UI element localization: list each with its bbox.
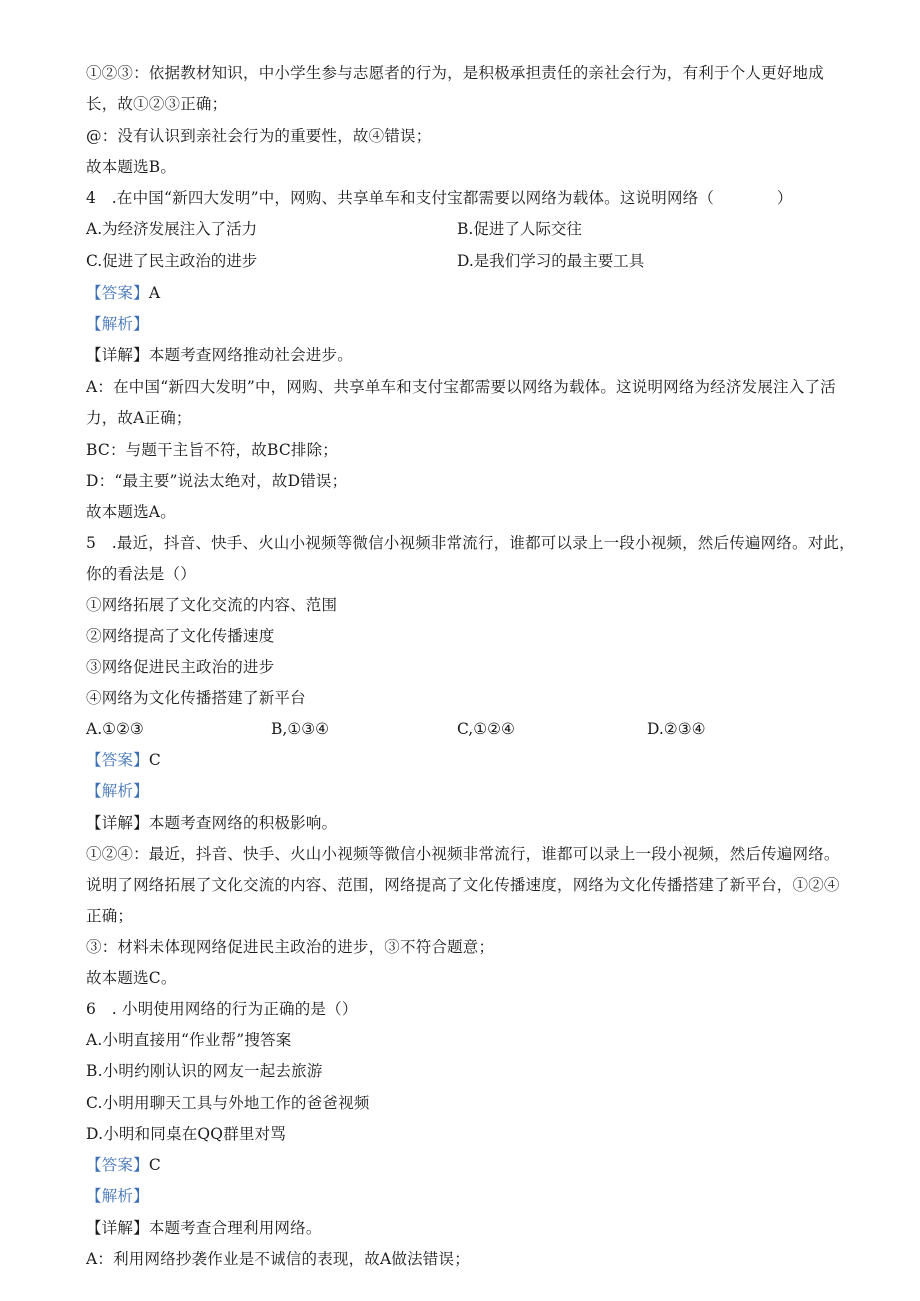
q4-detail: 【详解】本题考查网络推动社会进步。 bbox=[86, 346, 353, 364]
q6-explanation-line-1: A：利用网络抄袭作业是不诚信的表现，故A做法错误； bbox=[86, 1250, 470, 1268]
q4-option-d: D.是我们学习的最主要工具 bbox=[457, 252, 645, 270]
q3-explanation-line-1: ①②③：依据教材知识，中小学生参与志愿者的行为，是积极承担责任的亲社会行为，有利于个人更好地成 bbox=[86, 64, 824, 82]
q5-option-a: A.①②③ bbox=[86, 720, 144, 738]
answer-tag: 【答案】 bbox=[86, 751, 149, 769]
answer-value: C bbox=[148, 751, 161, 769]
q5-explanation-line-3: 正确； bbox=[86, 907, 134, 925]
answer-tag: 【答案】 bbox=[86, 1156, 149, 1174]
q4-answer bbox=[86, 283, 160, 303]
q3-explanation-line-2: 长，故①②③正确； bbox=[86, 95, 228, 113]
q4-explanation-line-2: 力，故A正确； bbox=[86, 409, 192, 427]
q4-explanation-line-1: A：在中国“新四大发明”中，网购、共享单车和支付宝都需要以网络为载体。这说明网络为经济发展注入了活 bbox=[86, 378, 836, 396]
q6-option-b: B.小明约刚认识的网友一起去旅游 bbox=[86, 1062, 323, 1080]
q6-analysis-tag: 【解析】 bbox=[86, 1187, 149, 1205]
q6-option-c: C.小明用聊天工具与外地工作的爸爸视频 bbox=[86, 1094, 370, 1112]
q5-explanation-line-1: ①②④：最近，抖音、快手、火山小视频等微信小视频非常流行，谁都可以录上一段小视频，然后传遍网络。 bbox=[86, 845, 840, 863]
q5-statement-2: ②网络提高了文化传播速度 bbox=[86, 627, 275, 645]
q5-stem-line-2: 你的看法是（） bbox=[86, 565, 196, 583]
q6-answer bbox=[86, 1155, 161, 1175]
q5-statement-3: ③网络促进民主政治的进步 bbox=[86, 658, 275, 676]
q6-option-a: A.小明直接用“作业帮”搜答案 bbox=[86, 1031, 292, 1049]
q5-statement-4: ④网络为文化传播搭建了新平台 bbox=[86, 689, 306, 707]
q3-explanation-line-3: @：没有认识到亲社会行为的重要性，故④错误； bbox=[86, 127, 432, 145]
q5-option-d: D.②③④ bbox=[647, 720, 706, 738]
q4-option-b: B.促进了人际交往 bbox=[457, 220, 582, 238]
q3-conclusion: 故本题选B。 bbox=[86, 158, 177, 176]
q4-option-c: C.促进了民主政治的进步 bbox=[86, 252, 258, 270]
q5-statement-1: ①网络拓展了文化交流的内容、范围 bbox=[86, 596, 338, 614]
q5-detail: 【详解】本题考查网络的积极影响。 bbox=[86, 814, 338, 832]
q4-analysis-tag: 【解析】 bbox=[86, 315, 149, 333]
answer-tag: 【答案】 bbox=[86, 284, 149, 302]
q5-option-b: B,①③④ bbox=[271, 720, 330, 738]
q4-explanation-line-3: BC：与题干主旨不符，故BC排除； bbox=[86, 441, 338, 459]
q4-option-a: A.为经济发展注入了活力 bbox=[86, 220, 258, 238]
q5-answer bbox=[86, 750, 161, 770]
q6-option-d: D.小明和同桌在QQ群里对骂 bbox=[86, 1125, 287, 1143]
q5-analysis-tag: 【解析】 bbox=[86, 782, 149, 800]
q5-option-c: C,①②④ bbox=[457, 720, 515, 738]
q6-stem: 6 . 小明使用网络的行为正确的是（） bbox=[86, 1000, 358, 1018]
q5-stem-line-1: 5 .最近，抖音、快手、火山小视频等微信小视频非常流行，谁都可以录上一段小视频，然后传遍网络。对此， bbox=[86, 534, 855, 552]
q5-explanation-line-4: ③：材料未体现网络促进民主政治的进步，③不符合题意； bbox=[86, 938, 495, 956]
q5-conclusion: 故本题选C。 bbox=[86, 969, 177, 987]
answer-value: C bbox=[148, 1156, 161, 1174]
q4-conclusion: 故本题选A。 bbox=[86, 503, 176, 521]
q4-explanation-line-4: D：“最主要”说法太绝对，故D错误； bbox=[86, 472, 348, 490]
q6-detail: 【详解】本题考查合理利用网络。 bbox=[86, 1219, 322, 1237]
answer-value: A bbox=[148, 284, 161, 302]
q5-explanation-line-2: 说明了网络拓展了文化交流的内容、范围，网络提高了文化传播速度，网络为文化传播搭建了新平台，①②④ bbox=[86, 876, 840, 894]
q4-stem: 4 .在中国“新四大发明”中，网购、共享单车和支付宝都需要以网络为载体。这说明网络（ ） bbox=[86, 189, 793, 207]
